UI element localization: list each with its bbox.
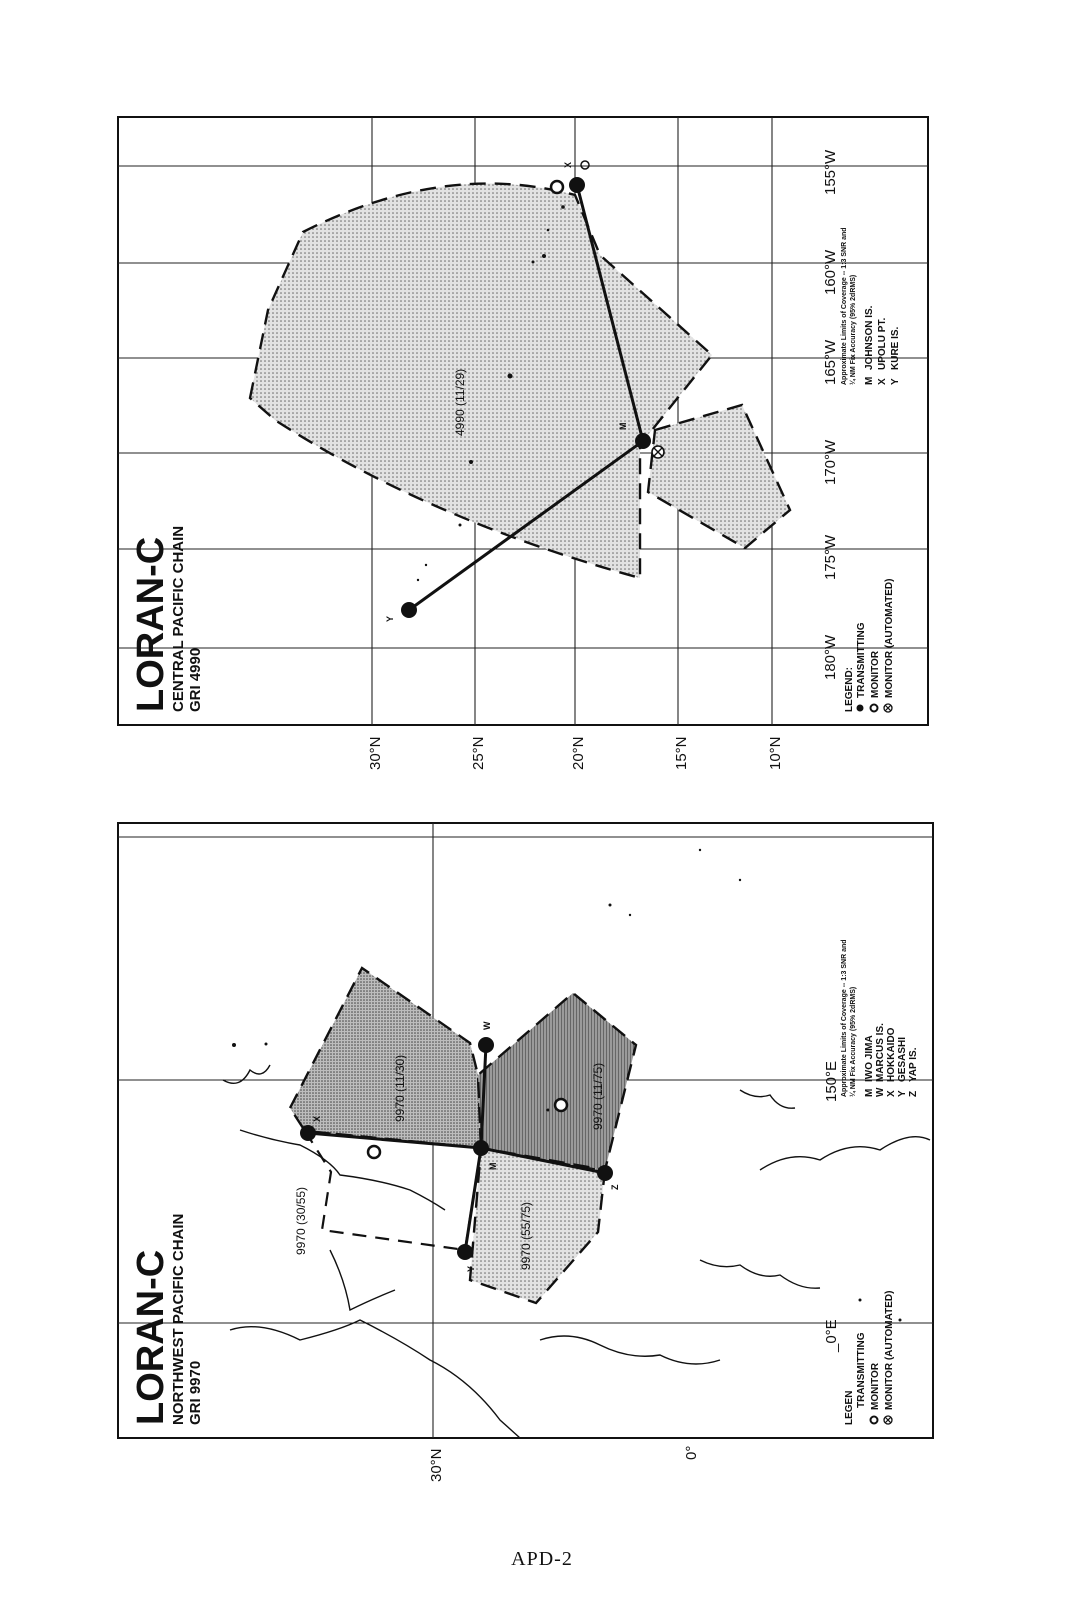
- nw-subtitle: NORTHWEST PACIFIC CHAIN: [170, 1213, 187, 1425]
- station-m-johnson-marker: [635, 433, 651, 449]
- central-legend-monitor: MONITOR: [870, 650, 881, 698]
- coast-asia-2: [330, 1250, 395, 1310]
- nw-legend-heading: LEGEN: [844, 1390, 855, 1425]
- central-coverage-note-1: Approximate Limits of Coverage -- 1:3 SNR and: [841, 227, 848, 385]
- central-coverage-main: [250, 184, 712, 578]
- coast-new-guinea: [760, 1137, 930, 1170]
- nw-coverage-30-55: [305, 1131, 481, 1250]
- coast-islands-2: [740, 1090, 795, 1108]
- central-lon-label-175w: 175°W: [822, 534, 839, 580]
- transmitting-icon: [857, 705, 864, 712]
- central-lon-label-170w: 170°W: [822, 439, 839, 485]
- station-m-iwo-jima-marker: [473, 1140, 489, 1156]
- nw-legend-monitor: MONITOR: [870, 1362, 881, 1410]
- central-station-letter-y: Y: [385, 615, 395, 622]
- nw-coverage-label-30-55: 9970 (30/55): [294, 1186, 308, 1255]
- central-lat-label-20n: 20°N: [570, 736, 587, 770]
- station-y-kure-marker: [401, 602, 417, 618]
- central-legend: [844, 579, 895, 712]
- nw-station-name-y: GESASHI: [897, 1036, 908, 1082]
- nw-coverage-55-75: [470, 1148, 605, 1303]
- nw-coverage-label-11-75: 9970 (11/75): [591, 1062, 605, 1130]
- page-number: APD-2: [511, 1548, 573, 1570]
- nw-lat-label-30n: 30°N: [428, 1448, 445, 1482]
- central-lat-label-25n: 25°N: [470, 736, 487, 770]
- central-station-letter-x: X: [563, 161, 573, 168]
- nw-coverage-label-11-30: 9970 (11/30): [393, 1054, 407, 1122]
- nw-station-letter-m: M: [488, 1162, 498, 1170]
- nw-station-name-z: YAP IS.: [908, 1047, 919, 1082]
- station-z-yap-marker: [597, 1165, 613, 1181]
- station-x-monitor-marker: [551, 181, 563, 193]
- nw-station-letter-y: Y: [466, 1265, 476, 1272]
- nw-coverage-label-55-75: 9970 (55/75): [519, 1201, 533, 1270]
- nw-station-list: [864, 1023, 919, 1097]
- nw-legend-monitor-automated: MONITOR (AUTOMATED): [884, 1290, 895, 1410]
- nw-station-code-m: M: [864, 1088, 875, 1097]
- central-lat-label-30n: 30°N: [367, 736, 384, 770]
- coast-bay: [223, 1065, 270, 1083]
- coast-islands-1: [700, 1260, 820, 1288]
- central-station-code-y: Y: [890, 378, 901, 385]
- central-legend-monitor-automated: MONITOR (AUTOMATED): [884, 578, 895, 698]
- central-legend-heading: LEGEND:: [844, 667, 855, 712]
- coast-asia-1: [230, 1320, 520, 1438]
- central-legend-transmitting: TRANSMITTING: [856, 622, 867, 698]
- central-station-code-m: M: [864, 376, 875, 385]
- nw-monitor-marker: [555, 1099, 567, 1111]
- nw-station-code-z: Z: [908, 1090, 919, 1097]
- nw-station-letter-x: X: [312, 1115, 322, 1122]
- central-gri: GRI 4990: [187, 647, 204, 712]
- nw-station-letter-w: W: [482, 1021, 492, 1030]
- nw-monitor-icon: [871, 1417, 878, 1424]
- central-lon-label-155w: 155°W: [822, 149, 839, 195]
- station-w-marcus-marker: [478, 1037, 494, 1053]
- central-lon-label-165w: 165°W: [822, 339, 839, 385]
- central-lon-label-180w: 180°W: [822, 634, 839, 680]
- nw-gri: GRI 9970: [187, 1360, 204, 1425]
- central-subtitle: CENTRAL PACIFIC CHAIN: [170, 525, 187, 712]
- coast-philippines: [540, 1336, 720, 1364]
- central-coverage-note-2: ¼ NM Fix Accuracy (95% 2dRMS): [850, 274, 857, 385]
- central-lat-label-10n: 10°N: [767, 736, 784, 770]
- central-station-list: [864, 305, 901, 385]
- central-coverage-label: 4990 (11/29): [453, 368, 467, 436]
- central-station-name-y: KURE IS.: [890, 326, 901, 370]
- station-x-upolu-marker: [569, 177, 585, 193]
- central-station-code-x: X: [877, 378, 888, 385]
- station-x-hokkaido-marker: [300, 1125, 316, 1141]
- nw-lat-label-0: 0°: [683, 1445, 700, 1460]
- station-y-gesashi-marker: [457, 1244, 473, 1260]
- nw-legend-transmitting: TRANSMITTING: [856, 1332, 867, 1408]
- northwest-pacific-map: [118, 823, 933, 1482]
- central-coverage-secondary: [648, 405, 790, 548]
- nw-station-name-w: MARCUS IS.: [875, 1023, 886, 1082]
- central-pacific-map: [118, 117, 928, 770]
- nw-station-letter-z: Z: [610, 1184, 620, 1190]
- central-station-name-m: JOHNSON IS.: [864, 305, 875, 370]
- nw-title: LORAN-C: [130, 1249, 172, 1425]
- nw-lon-label-130e: _0°E: [823, 1319, 840, 1352]
- central-station-name-x: UPOLU PT.: [877, 317, 888, 370]
- central-station-letter-m: M: [618, 422, 628, 430]
- nw-lon-label-150e: 150°E: [823, 1060, 840, 1102]
- nw-coverage-note-2: ¼ NM Fix Accuracy (95% 2dRMS): [850, 986, 857, 1097]
- monitor-icon: [871, 705, 878, 712]
- nw-monitor-marker-2: [368, 1146, 380, 1158]
- nw-station-name-m: IWO JIMA: [864, 1035, 875, 1082]
- central-title: LORAN-C: [130, 536, 172, 712]
- nw-station-code-x: X: [886, 1090, 897, 1097]
- nw-legend: [844, 1291, 895, 1425]
- central-lat-label-15n: 15°N: [673, 736, 690, 770]
- nw-coverage-note-1: Approximate Limits of Coverage -- 1:3 SNR and: [841, 939, 848, 1097]
- nw-station-code-w: W: [875, 1087, 886, 1097]
- nw-station-name-x: HOKKAIDO: [886, 1027, 897, 1082]
- nw-station-code-y: Y: [897, 1090, 908, 1097]
- nw-coverage-11-75: [478, 993, 636, 1170]
- central-lon-label-160w: 160°W: [822, 249, 839, 295]
